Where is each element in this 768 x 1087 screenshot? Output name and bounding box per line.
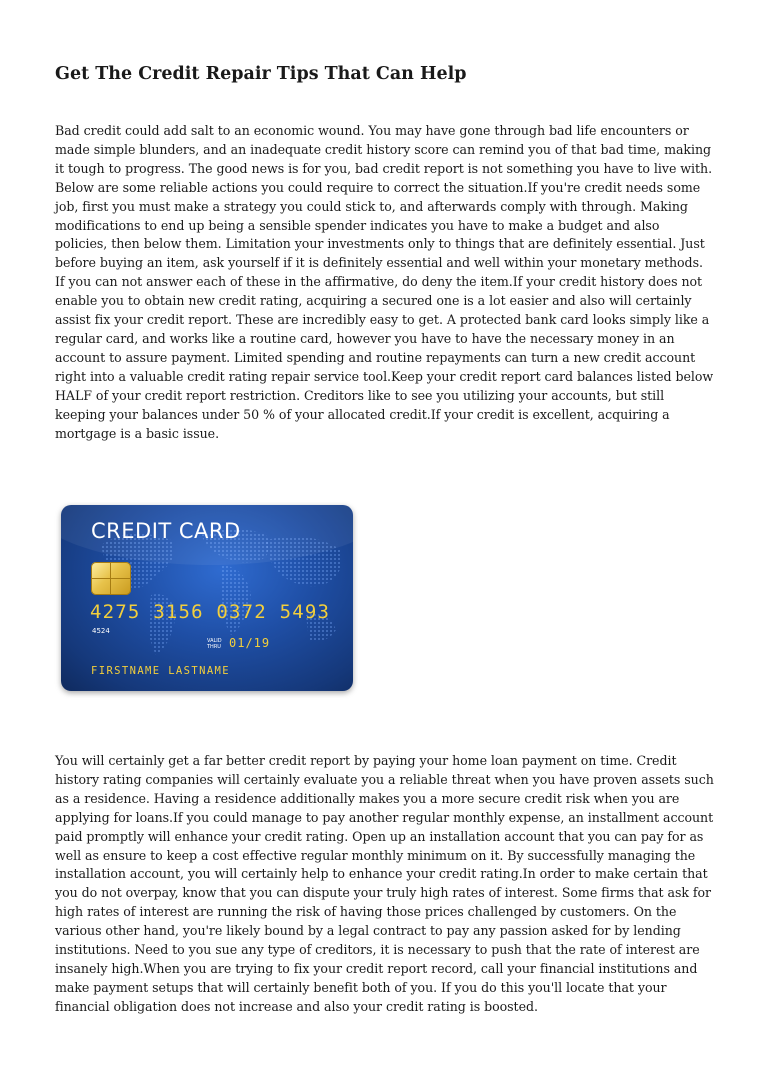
card-heading: CREDIT CARD — [91, 519, 241, 543]
card-small-number: 4524 — [92, 627, 110, 635]
chip-icon — [91, 562, 131, 595]
page-title: Get The Credit Repair Tips That Can Help — [55, 64, 467, 84]
card-holder-name: FIRSTNAME LASTNAME — [91, 665, 230, 677]
paragraph-1: Bad credit could add salt to an economic wound. You may have gone through bad life encounters or made simple blunders, and an inadequate credit history score can remind you of that bad time, making it tough to progress. The good news is for you, bad credit report is not something you have to live with. Below are some reliable actions you could require to correct the situation.If you're credit needs some job, first you must make a strategy you could stick to, and afterwards comply with through. Making modifications to end up being a sensible spender indicates you have to make a budget and also policies, then below them. Limitation your investments only to things that are definitely essential. Just before buying an item, ask yourself if it is definitely essential and well within your monetary methods. If you can not answer each of these in the affirmative, do deny the item.If your credit history does not enable you to obtain new credit rating, acquiring a secured one is a lot easier and also will certainly assist fix your credit report. These are incredibly easy to get. A protected bank card looks simply like a regular card, and works like a routine card, however you have to have the necessary money in an account to assure payment. Limited spending and routine repayments can turn a new credit account right into a valuable credit rating repair service tool.Keep your credit report card balances listed below HALF of your credit report restriction. Creditors like to see you utilizing your accounts, but still keeping your balances under 50 % of your allocated credit.If your credit is excellent, acquiring a mortgage is a basic issue. — [55, 123, 714, 441]
card-expiry: 01/19 — [229, 636, 271, 650]
paragraph-2: You will certainly get a far better credit report by paying your home loan payment on time. Credit history rating companies will certainly evaluate you a reliable threat when you have proven assets such as a residence. Having a residence additionally makes you a more secure credit risk when you are applying for loans.If you could manage to pay another regular monthly expense, an installment account paid promptly will enhance your credit rating. Open up an installation account that you can pay for as well as ensure to keep a cost effective regular monthly minimum on it. By successfully managing the installation account, you will certainly help to enhance your credit rating.In order to make certain that you do not overpay, know that you can dispute your truly high rates of interest. Some firms that ask for high rates of interest are running the risk of having those prices challenged by customers. On the various other hand, you're likely bound by a legal contract to pay any passion asked for by lending institutions. Need to you sue any type of creditors, it is necessary to push that the rate of interest are insanely high.When you are trying to fix your credit report record, call your financial institutions and make payment setups that will certainly benefit both of you. If you do this you'll locate that your financial obligation does not increase and also your credit rating is boosted. — [55, 753, 714, 1014]
card-number: 4275 3156 0372 5493 — [90, 601, 331, 623]
credit-card-image — [61, 505, 353, 693]
credit-card — [61, 505, 353, 691]
valid-thru-label: VALID THRU — [207, 638, 222, 650]
